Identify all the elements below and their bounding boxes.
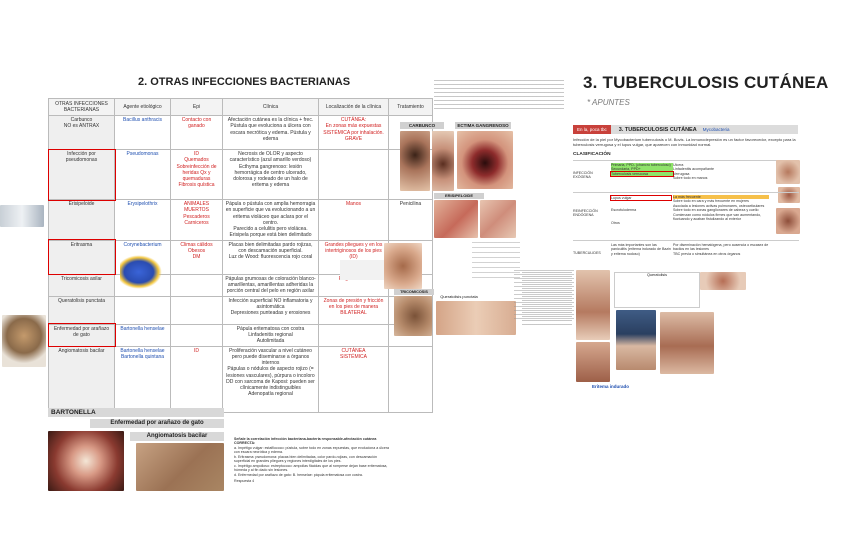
col-header: OTRAS INFECCIONES BACTERIANAS <box>49 99 115 116</box>
table-row <box>49 150 433 200</box>
question-option: d. Enfermedad por arañazo de gato: B. henselae: pápula eritematosa con costra. <box>234 472 363 477</box>
fish-image <box>120 255 162 289</box>
question-option: c. Impétigo ampolloso: estreptococo: ampollas flácidas que al romperse dejan base eritematosa, húmeda y al fin dado sin lesiones. <box>234 463 388 473</box>
table-header-row <box>49 99 433 116</box>
erisipeloide-photo-2 <box>480 200 516 238</box>
tbc-bar-right: Mycobacteria <box>702 127 730 132</box>
question-option: a. Impétigo vulgar: estafilococo: pústula, sobre todo en zonas expuestas, que evoluciona a úlcera con escara necrótica y edema. <box>234 445 390 455</box>
question-option: b. Eritrasma: pseudomona: placas bien delimitadas, color pardo-rojizas, con descamación superficial en grandes pliegues y regiones interdigitales de los pies. <box>234 454 378 464</box>
tbc-desc-item: Verrugosa <box>673 171 690 176</box>
tbc-desc-list <box>673 243 773 256</box>
col-header: Localización de la clínica <box>319 99 389 116</box>
cell-name: Angiomatosis bacilar <box>49 346 115 412</box>
tbc-sub-item: Tuberculosis verrucosa <box>611 172 673 176</box>
tbc-desc-item: Linfadenitis acompañante <box>673 167 714 172</box>
tbc-photo-6 <box>660 312 714 374</box>
cell-agent: Bacillus anthracis <box>115 116 171 150</box>
tbc-photo-1 <box>776 160 800 184</box>
erisipeloide-photo-1 <box>434 200 478 238</box>
cell-clinica: Pápula eritematosa con costra Linfadenitis regional Autolimitada <box>223 324 319 346</box>
cell-name: Tricomicosis axilar <box>49 274 115 296</box>
tbc-sub-item: Secundaria, PPD+ <box>611 167 673 171</box>
col-header: Clínica <box>223 99 319 116</box>
cell-name: Queratolisis punctata <box>49 296 115 324</box>
tbc-desc-list <box>673 163 739 181</box>
table-row <box>49 200 433 241</box>
tbc-sub-item: Las más importantes son las paniculitis (eritema indurado de Bazin y eritema nodoso) <box>611 243 671 256</box>
eritrasma-photo <box>384 243 422 289</box>
angio-label: Angiomatosis bacilar <box>130 432 224 441</box>
apuntes-label: * APUNTES <box>587 98 630 107</box>
angio-photo <box>136 443 224 491</box>
tbc-row-name: INFECCIÓN EXÓGENA <box>573 171 593 180</box>
tbc-row-name: REINFECCIÓN ENDÓGENA <box>573 209 598 218</box>
tbc-row-exogena <box>573 160 799 191</box>
middle-text-snippet-1 <box>434 80 564 110</box>
tbc-photo-3 <box>776 208 800 234</box>
tbc-desc-item: Sobre todo en zonas ganglionares de cabeza y cuello <box>673 208 759 213</box>
cell-clinica: Placas bien delimitadas pardo rojizas, con descamación superficial. Luz de Wood: fluorescencia rojo coral <box>223 240 319 274</box>
eritema-indurado-label: Eritema indurado <box>592 384 630 389</box>
cell-clinica: Afectación cutánea es la clínica + frec. Pústula que evoluciona a úlcera con escara necrótica y edema. Pústula y edema <box>223 116 319 150</box>
cell-epi: Contacto con ganado <box>171 116 223 150</box>
cell-epi: Climas cálidos Obesos DM <box>171 240 223 274</box>
tbc-header-bar <box>573 125 798 134</box>
cell-epi: ID Quemados Sobreinfección de heridas Qx y quemaduras Fibrosis quística <box>171 150 223 200</box>
cell-name: Eritrasma <box>49 240 115 274</box>
cell-clinica: Proliferación vascular a nivel cutáneo pero puede diseminarse a órganos internos Pápulas o nódulos de aspecto rojizo (= lesiones vasculares), púrpura o incoloro DD con sarcoma de Kaposi: pueden ser clínicamente indistinguibles Adenopatía regional <box>223 346 319 412</box>
table-row <box>49 296 433 324</box>
cell-agent: Bartonella henselae Bartonella quintana <box>115 346 171 412</box>
cell-epi <box>171 296 223 324</box>
cell-clinica: Necrosis de OLOR y aspecto característico (azul amarillo verdoso) Ecthyma gangrenoso: lesión hemorrágica de centro ulcerado, dolorosa y rodeado de un halo de eritema y edema <box>223 150 319 200</box>
tbc-photo-5 <box>616 310 656 370</box>
erisipeloide-label: ERISIPELOIDE <box>434 193 484 199</box>
question-lead: Señale la correlación infección bacteriana-bacteria responsable-afectación cutánea CORRECTA: <box>234 437 377 446</box>
cell-name: Infección por pseudomonas <box>49 150 115 200</box>
cell-name: Carbunco NO es ANTRAX <box>49 116 115 150</box>
cell-tx <box>389 346 433 412</box>
cell-clinica: Pápulas grumosas de coloración blanco-amarillentas, amarillentas adheridas la porción central del pelo en región axilar <box>223 274 319 296</box>
table-row <box>49 346 433 412</box>
tbc-desc-item: La más frecuente <box>673 195 769 199</box>
eritrasma-note <box>340 260 384 280</box>
cell-agent: Corynebacterium <box>115 240 171 274</box>
tbc-desc-item: Asociada a lesiones activas pulmonares, osteoarticulares <box>673 203 765 208</box>
tbc-desc-list <box>673 195 769 222</box>
tbc-sub-list <box>611 243 671 256</box>
cell-loc: Grandes pliegues y en los intertriginosos de los pies (ID) <box>319 240 389 274</box>
col-header: Agente etiológico <box>115 99 171 116</box>
tbc-bar-title: 3. TUBERCULOSIS CUTÁNEA <box>618 126 697 133</box>
cell-loc: Zonas de presión y fricción en los pies de manera BILATERAL <box>319 296 389 324</box>
cell-clinica: Pápula o pústula con amplia hemorragia en superficie que va evolucionando a un eritema violáceo que aclara por el centro. Parecido a celulitis pero violácea. Erisipela porque está bien delimitado <box>223 200 319 241</box>
tbc-photo-4 <box>700 272 746 290</box>
ectima-photo <box>457 131 513 189</box>
tbc-leg-photo-1 <box>576 270 610 340</box>
tricho-label: TRICOMICOSIS <box>394 289 434 295</box>
cat-scratch-label: Enfermedad por arañazo de gato <box>90 419 224 428</box>
cell-name: Erisipeloide <box>49 200 115 241</box>
carbunco-photo-2 <box>432 131 454 191</box>
cat-image <box>2 315 46 367</box>
cell-agent: Pseudomonas <box>115 150 171 200</box>
cell-epi <box>171 274 223 296</box>
tbc-row-tuberculides <box>573 240 799 269</box>
ectima-label: ECTIMA GANGRENOSO <box>455 122 511 129</box>
cell-loc: CUTÁNEA SISTÉMICA <box>319 346 389 412</box>
tbc-sub-list <box>611 196 671 225</box>
tbc-desc-item: Ulcera <box>673 163 684 167</box>
bartonella-header: BARTONELLA <box>48 408 224 417</box>
cell-agent <box>115 296 171 324</box>
tbc-sub-item: Lupus vulgar <box>611 196 671 200</box>
tbc-sub-list <box>611 163 673 176</box>
tbc-desc-item: Por diseminación hematógena, pero ausencia o escasez de bacilos en las lesiones <box>673 243 769 252</box>
section-title-otras: 2. OTRAS INFECCIONES BACTERIANAS <box>138 76 351 88</box>
table-row <box>49 324 433 346</box>
col-header: Epi <box>171 99 223 116</box>
tbc-intro: Infección de la piel por Mycobacterium tuberculosis o M. Bovis. La inmunodepresión es un factor favorecedor, excepto para la tuberculosis verrugosa y el lupus vulgar, que aparecen con inmunidad normal. <box>573 137 796 147</box>
tbc-sub-item: Escrofuloderma <box>611 208 637 213</box>
cell-loc <box>319 324 389 346</box>
carbunco-label: CARBUNCO <box>400 122 444 129</box>
carbunco-photo-1 <box>400 131 430 191</box>
tbc-row-name: TUBERCULIDES <box>573 251 601 255</box>
querato-label: Queratolisis punctata <box>440 294 478 299</box>
col-header: Tratamiento <box>389 99 433 116</box>
table-row <box>49 116 433 150</box>
tbc-sub-item: Otros <box>611 220 620 225</box>
tbc-leg-photo-2 <box>576 342 610 382</box>
cell-epi: ID <box>171 346 223 412</box>
tricho-photo <box>394 296 432 336</box>
cell-agent: Bartonella henselae <box>115 324 171 346</box>
cell-clinica: Infección superficial NO inflamatoria y asintomática Depresiones punteadas y erosiones <box>223 296 319 324</box>
cat-scratch-photo <box>48 431 124 491</box>
cell-epi <box>171 324 223 346</box>
lab-image <box>0 205 44 227</box>
tbc-desc-item: Sobre todo en manos <box>673 176 708 181</box>
tbc-sub-item: Primaria, PPD- (chancro tuberculoso) <box>611 163 673 167</box>
right-note-block <box>522 272 572 326</box>
cell-agent: Erysipelothrix <box>115 200 171 241</box>
tbc-desc-item: Comienzan como nódulos firmes que van aumentando, fluctuando y acaban fistulizando al exterior <box>673 212 762 222</box>
tbc-desc-item: Sobre todo en cara y más frecuente en mujeres <box>673 199 749 204</box>
cell-loc: Manos <box>319 200 389 241</box>
tbc-desc-item: TBC previa o simultánea en otros órganos <box>673 251 741 256</box>
question-answer: Respuesta 4 <box>234 479 255 484</box>
infections-table <box>48 98 433 413</box>
cell-epi: ANIMALES MUERTOS Pescaderos Carniceros <box>171 200 223 241</box>
tbc-row-endogena <box>573 192 799 237</box>
small-label-box: Queratolisis <box>614 272 700 308</box>
section-title-tbc: 3. TUBERCULOSIS CUTÁNEA <box>583 73 829 92</box>
tbc-clasificacion: CLASIFICACIÓN <box>573 152 611 157</box>
middle-text-snippet-3 <box>472 242 520 282</box>
cell-name: Enfermedad por arañazo de gato <box>49 324 115 346</box>
cell-tx: Penicilina <box>389 200 433 241</box>
cell-loc <box>319 150 389 200</box>
tbc-bar-left: En la, poca tbc <box>573 125 611 134</box>
cell-loc: CUTÁNEA: En zonas más expuestas SISTÉMICA por inhalación. GRAVE <box>319 116 389 150</box>
querato-photo <box>436 301 516 335</box>
question-block <box>234 437 392 484</box>
